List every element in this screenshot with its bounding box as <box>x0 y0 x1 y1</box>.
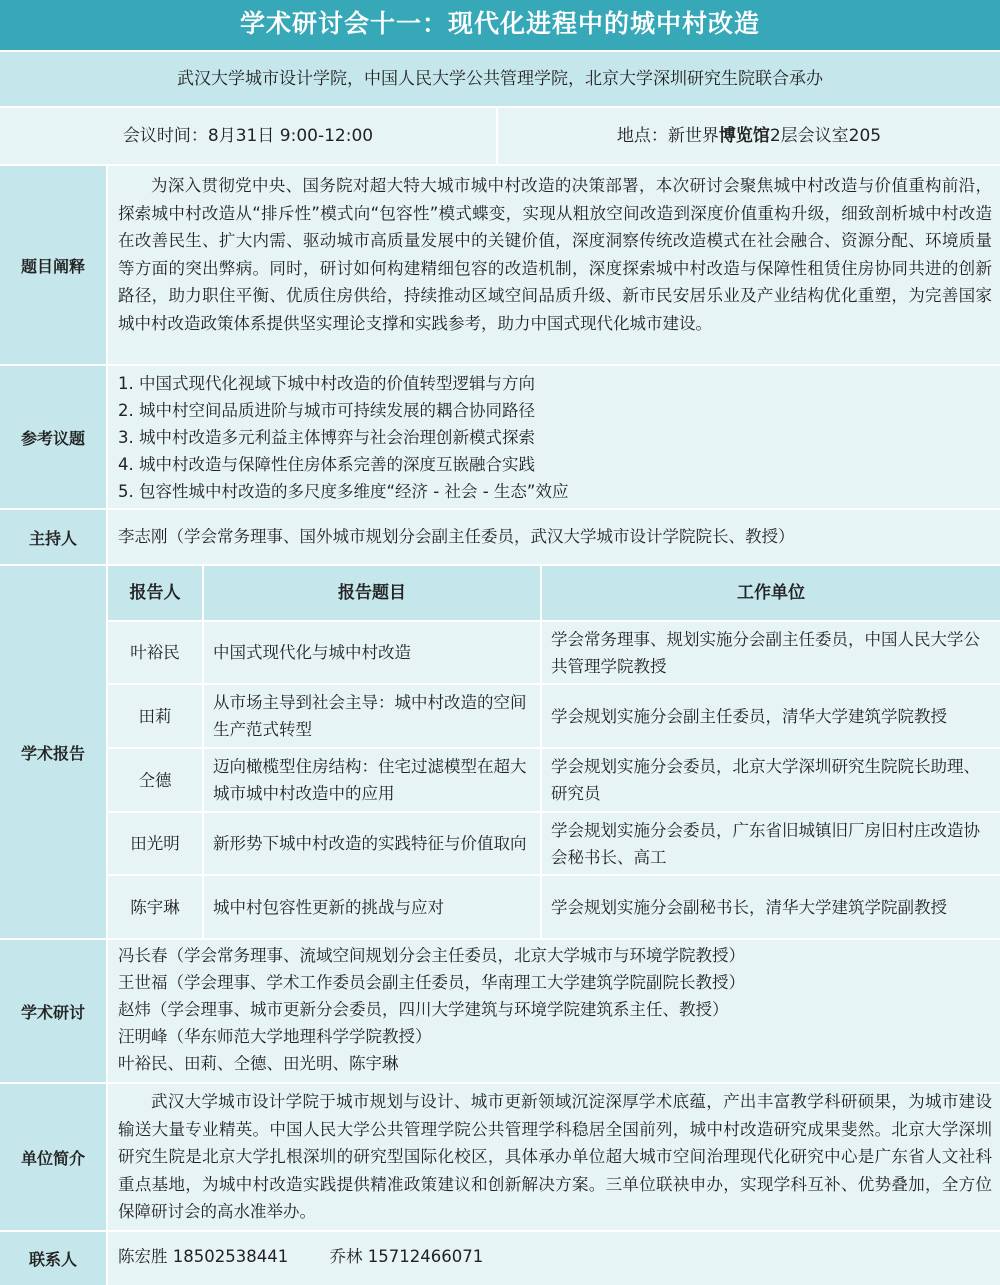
location-room: 2层会议室205 <box>769 126 882 146</box>
location-venue: 博览馆 <box>718 126 770 146</box>
report-topic: 从市场主导到社会主导：城中村改造的空间生产范式转型 <box>204 685 540 747</box>
page-title: 学术研讨会十一：现代化进程中的城中村改造 <box>0 0 1000 50</box>
discussant: 赵炜（学会理事、城市更新分会委员，四川大学建筑与环境学院建筑系主任、教授） <box>118 1000 729 1019</box>
report-speaker: 陈宇琳 <box>108 876 202 938</box>
meeting-location <box>498 108 1000 164</box>
discussant: 叶裕民、田莉、仝德、田光明、陈宇琳 <box>118 1054 399 1073</box>
discussant: 王世福（学会理事、学术工作委员会副主任委员，华南理工大学建筑学院副院长教授） <box>118 973 745 992</box>
discussion-content <box>108 940 1000 1082</box>
moderator-text: 李志刚（学会常务理事、国外城市规划分会副主任委员，武汉大学城市设计学院院长、教授） <box>118 527 795 546</box>
reports-label: 学术报告 <box>0 566 106 938</box>
header-speaker: 报告人 <box>108 566 202 620</box>
report-speaker: 田光明 <box>108 813 202 874</box>
location-prefix: 地点：新世界 <box>616 126 719 146</box>
report-unit: 学会规划实施分会副主任委员，清华大学建筑学院教授 <box>542 685 1000 747</box>
intro-text: 武汉大学城市设计学院于城市规划与设计、城市更新领域沉淀深厚学术底蕴，产出丰富教学科研硕果，为城市建设输送大量专业精英。中国人民大学公共管理学院公共管理学科稳居全国前列，城中村改造研究成果斐然。北京大学深圳研究生院是北京大学扎根深圳的研究型国际化校区，具体承办单位超大城市空间治理现代化研究中心是广东省人文社科重点基地，为城中村改造实践提供精准政策建议和创新解决方案。三单位联袂申办，实现学科互补、优势叠加，全方位保障研讨会的高水准举办。 <box>118 1092 992 1221</box>
topics-content <box>108 366 1000 508</box>
report-speaker: 叶裕民 <box>108 622 202 683</box>
discussant: 汪明峰（华东师范大学地理科学学院教授） <box>118 1027 432 1046</box>
moderator-label: 主持人 <box>0 510 106 564</box>
host-institutions: 武汉大学城市设计学院，中国人民大学公共管理学院，北京大学深圳研究生院联合承办 <box>0 52 1000 106</box>
topic-item: 3. 城中村改造多元利益主体博弈与社会治理创新模式探索 <box>118 428 535 447</box>
report-speaker: 田莉 <box>108 685 202 747</box>
report-topic: 迈向橄榄型住房结构：住宅过滤模型在超大城市城中村改造中的应用 <box>204 749 540 811</box>
report-unit: 学会规划实施分会委员，广东省旧城镇旧厂房旧村庄改造协会秘书长、高工 <box>542 813 1000 874</box>
contact-person-1: 陈宏胜 18502538441 <box>118 1247 289 1266</box>
contact-person-2: 乔林 15712466071 <box>329 1247 484 1266</box>
topic-item: 2. 城中村空间品质进阶与城市可持续发展的耦合协同路径 <box>118 401 535 420</box>
meeting-time: 会议时间：8月31日 9:00-12:00 <box>0 108 496 164</box>
topics-label: 参考议题 <box>0 366 106 508</box>
header-topic: 报告题目 <box>204 566 540 620</box>
explanation-label: 题目阐释 <box>0 166 106 364</box>
header-unit: 工作单位 <box>542 566 1000 620</box>
report-unit: 学会规划实施分会委员，北京大学深圳研究生院院长助理、研究员 <box>542 749 1000 811</box>
discussant: 冯长春（学会常务理事、流域空间规划分会主任委员，北京大学城市与环境学院教授） <box>118 946 745 965</box>
contact-label: 联系人 <box>0 1232 106 1285</box>
moderator-content <box>108 510 1000 564</box>
topic-item: 5. 包容性城中村改造的多尺度多维度“经济 - 社会 - 生态”效应 <box>118 482 569 501</box>
topic-item: 4. 城中村改造与保障性住房体系完善的深度互嵌融合实践 <box>118 455 535 474</box>
intro-content <box>108 1084 1000 1230</box>
report-speaker: 仝德 <box>108 749 202 811</box>
intro-label: 单位简介 <box>0 1084 106 1230</box>
report-topic: 城中村包容性更新的挑战与应对 <box>204 876 540 938</box>
explanation-content <box>108 166 1000 364</box>
report-topic: 新形势下城中村改造的实践特征与价值取向 <box>204 813 540 874</box>
report-topic: 中国式现代化与城中村改造 <box>204 622 540 683</box>
report-unit: 学会规划实施分会副秘书长，清华大学建筑学院副教授 <box>542 876 1000 938</box>
topic-item: 1. 中国式现代化视域下城中村改造的价值转型逻辑与方向 <box>118 374 535 393</box>
report-unit: 学会常务理事、规划实施分会副主任委员，中国人民大学公共管理学院教授 <box>542 622 1000 683</box>
contact-content <box>108 1232 1000 1285</box>
explanation-text: 为深入贯彻党中央、国务院对超大特大城市城中村改造的决策部署，本次研讨会聚焦城中村改造与价值重构前沿，探索城中村改造从“排斥性”模式向“包容性”模式蝶变，实现从粗放空间改造到深度价值重构升级，细致剖析城中村改造在改善民生、扩大内需、驱动城市高质量发展中的关键价值，深度洞察传统改造模式在社会融合、资源分配、环境质量等方面的突出弊病。同时，研讨如何构建精细包容的改造机制，深度探索城中村改造与保障性租赁住房协同共进的创新路径，助力职住平衡、优质住房供给，持续推动区域空间品质升级、新市民安居乐业及产业结构优化重塑，为完善国家城中村改造政策体系提供坚实理论支撑和实践参考，助力中国式现代化城市建设。 <box>118 176 992 333</box>
discussion-label: 学术研讨 <box>0 940 106 1082</box>
